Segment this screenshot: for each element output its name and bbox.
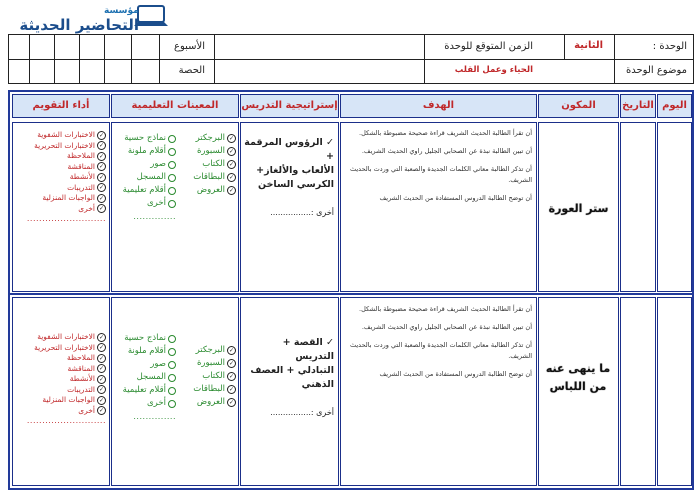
row1-day-cell <box>657 122 692 292</box>
week-label: الأسبوع <box>173 41 205 52</box>
aid-item: ✓ البطاقات <box>193 172 235 182</box>
check-icon[interactable]: ✓ <box>98 344 105 352</box>
check-icon[interactable]: ✓ <box>98 333 105 341</box>
assessment-item: ✓ المناقشة <box>67 363 105 373</box>
check-icon[interactable]: ✓ <box>98 396 105 404</box>
check-icon[interactable]: ✓ <box>98 163 105 171</box>
check-icon[interactable]: ✓ <box>98 365 105 373</box>
check-icon[interactable]: ✓ <box>228 161 235 168</box>
assessment-item: ✓ الواجبات المنزلية <box>42 395 105 404</box>
aid-item: المسجل <box>114 371 176 384</box>
aid-item: صور <box>114 158 176 171</box>
assessment-item: ✓ التدريبات <box>67 384 105 394</box>
assessment-item: ✓ الاختبارات الشفوية <box>37 332 105 341</box>
row2-strategy <box>244 336 334 420</box>
goal-item: أن توضح الطالبة الدروس المستفادة من الحديث الشريف <box>379 194 532 202</box>
aid-item: أخرى <box>114 197 176 210</box>
radio-circle-icon[interactable] <box>168 187 176 195</box>
aids-dots: .............. <box>133 412 176 421</box>
row1-goals <box>346 128 532 211</box>
aid-item: صور <box>114 358 176 371</box>
col-header-date: التاريخ <box>620 94 656 118</box>
aid-item: ✓ العروض <box>196 397 235 407</box>
topic-value: الحياء وعمل القلب <box>454 65 533 75</box>
goal-item: أن تذكر الطالبة معاني الكلمات الجديدة والصعبة التي وردت بالحديث الشريف. <box>349 165 532 184</box>
aid-item: أقلام ملونة <box>114 145 176 158</box>
assessment-item: ✓ التدريبات <box>67 182 105 192</box>
goal-item: أن تبين الطالبة نبذة عن الصحابي الجليل راوي الحديث الشريف. <box>361 323 532 331</box>
check-icon[interactable]: ✓ <box>98 386 105 394</box>
radio-circle-icon[interactable] <box>168 400 176 408</box>
check-icon[interactable]: ✓ <box>228 386 235 393</box>
aid-item: ✓ السبورة <box>196 146 235 156</box>
strategy-line: ✓ القصة + التدريس <box>282 337 334 362</box>
radio-circle-icon[interactable] <box>168 135 176 143</box>
check-icon[interactable]: ✓ <box>228 174 235 181</box>
radio-circle-icon[interactable] <box>168 348 176 356</box>
logo <box>4 2 174 34</box>
period-label: الحصة <box>178 65 205 76</box>
check-icon[interactable]: ✓ <box>98 407 105 415</box>
assessment-item: ✓ الملاحظة <box>67 353 105 362</box>
col-header-aids: المعينات التعليمية <box>111 94 239 118</box>
logo-title: التحاضير الحديثة <box>19 16 139 34</box>
strategy-other: أخرى :................ <box>270 408 334 417</box>
strategy-line: ✓ الرؤوس المرقمة + <box>244 137 334 162</box>
goal-item: أن تقرأ الطالبة الحديث الشريف قراءة صحيحة مضبوطة بالشكل. <box>359 305 532 313</box>
row2-aids-checked <box>178 344 236 409</box>
check-icon[interactable]: ✓ <box>98 142 105 150</box>
strategy-line: الذهني <box>301 379 334 390</box>
check-icon[interactable]: ✓ <box>228 347 235 354</box>
radio-circle-icon[interactable] <box>168 148 176 156</box>
row2-lesson-title: ما ينهى عنه من اللباس <box>545 362 611 393</box>
radio-circle-icon[interactable] <box>168 200 176 208</box>
unit-value: الثانية <box>574 40 603 51</box>
goal-item: أن تقرأ الطالبة الحديث الشريف قراءة صحيحة مضبوطة بالشكل. <box>359 129 532 137</box>
lesson-plan-table <box>8 90 694 490</box>
row1-aids-open <box>114 132 176 223</box>
row1-strategy <box>244 136 334 220</box>
aid-item: نماذج حسية <box>114 332 176 345</box>
row1-lesson-title: ستر العورة <box>548 202 609 215</box>
goal-item: أن تبين الطالبة نبذة عن الصحابي الجليل راوي الحديث الشريف. <box>361 147 532 155</box>
radio-circle-icon[interactable] <box>168 335 176 343</box>
radio-circle-icon[interactable] <box>168 361 176 369</box>
strategy-line: التبادلي + العصف <box>250 365 334 376</box>
goal-item: أن تذكر الطالبة معاني الكلمات الجديدة والصعبة التي وردت بالحديث الشريف. <box>349 341 532 360</box>
aid-item: أقلام ملونة <box>114 345 176 358</box>
assessment-dots: .......................... <box>26 214 106 223</box>
row1-aids-checked <box>178 132 236 197</box>
radio-circle-icon[interactable] <box>168 387 176 395</box>
check-icon[interactable]: ✓ <box>98 152 105 160</box>
assessment-item: ✓ الاختبارات الشفوية <box>37 130 105 139</box>
row2-assessment <box>16 332 106 427</box>
strategy-other: أخرى :................ <box>270 208 334 217</box>
row2-goals <box>346 304 532 387</box>
radio-circle-icon[interactable] <box>168 161 176 169</box>
aid-item: ✓ البرجكتر <box>195 133 235 143</box>
assessment-item: ✓ أخرى <box>78 203 105 213</box>
assessment-item: ✓ الواجبات المنزلية <box>42 193 105 202</box>
check-icon[interactable]: ✓ <box>98 194 105 202</box>
topic-label: موضوع الوحدة <box>626 65 687 76</box>
row2-aids-open <box>114 332 176 423</box>
check-icon[interactable]: ✓ <box>228 187 235 194</box>
strategy-line: الألعاب والألغاز+ <box>256 165 334 176</box>
check-icon[interactable]: ✓ <box>228 399 235 406</box>
assessment-item: ✓ الاختبارات التحريرية <box>34 342 105 352</box>
row2-date-cell <box>620 297 656 486</box>
assessment-item: ✓ الملاحظة <box>67 151 105 160</box>
check-icon[interactable]: ✓ <box>228 135 235 142</box>
col-header-goal: الهدف <box>340 94 537 118</box>
check-icon[interactable]: ✓ <box>98 354 105 362</box>
col-header-day: اليوم <box>657 94 692 118</box>
row1-date-cell <box>620 122 656 292</box>
aid-item: ✓ الكتاب <box>202 371 235 381</box>
aid-item: ✓ العروض <box>196 185 235 195</box>
assessment-item: ✓ المناقشة <box>67 161 105 171</box>
unit-label: الوحدة : <box>652 41 687 52</box>
aids-dots: .............. <box>133 212 176 221</box>
col-header-component: المكون <box>538 94 619 118</box>
assessment-item: ✓ أخرى <box>78 405 105 415</box>
aid-item: أقلام تعليمية <box>114 384 176 397</box>
aid-item: ✓ السبورة <box>196 358 235 368</box>
radio-circle-icon[interactable] <box>168 174 176 182</box>
aid-item: ✓ الكتاب <box>202 159 235 169</box>
check-icon[interactable]: ✓ <box>228 373 235 380</box>
goal-item: أن توضح الطالبة الدروس المستفادة من الحديث الشريف <box>379 370 532 378</box>
unit-header-table <box>8 34 694 84</box>
aid-item: ✓ البرجكتر <box>195 345 235 355</box>
check-icon[interactable]: ✓ <box>98 184 105 192</box>
aid-item: أخرى <box>114 397 176 410</box>
check-icon[interactable]: ✓ <box>228 360 235 367</box>
strategy-line: الكرسي الساخن <box>258 179 334 190</box>
check-icon[interactable]: ✓ <box>228 148 235 155</box>
time-label: الزمن المتوقع للوحدة <box>444 41 533 52</box>
col-header-strategy: إستراتيجية التدريس <box>240 94 339 118</box>
aid-item: ✓ البطاقات <box>193 384 235 394</box>
check-icon[interactable]: ✓ <box>98 173 105 181</box>
logo-small-text: مؤسسة <box>104 6 139 16</box>
check-icon[interactable]: ✓ <box>98 375 105 383</box>
assessment-item: ✓ الأنشطة <box>69 172 105 181</box>
col-header-assessment: أداء التقويم <box>12 94 110 118</box>
assessment-item: ✓ الاختبارات التحريرية <box>34 140 105 150</box>
radio-circle-icon[interactable] <box>168 374 176 382</box>
row2-day-cell <box>657 297 692 486</box>
assessment-item: ✓ الأنشطة <box>69 374 105 383</box>
check-icon[interactable]: ✓ <box>98 205 105 213</box>
aid-item: المسجل <box>114 171 176 184</box>
row1-assessment <box>16 130 106 225</box>
aid-item: أقلام تعليمية <box>114 184 176 197</box>
check-icon[interactable]: ✓ <box>98 131 105 139</box>
assessment-dots: .......................... <box>26 416 106 425</box>
aid-item: نماذج حسية <box>114 132 176 145</box>
